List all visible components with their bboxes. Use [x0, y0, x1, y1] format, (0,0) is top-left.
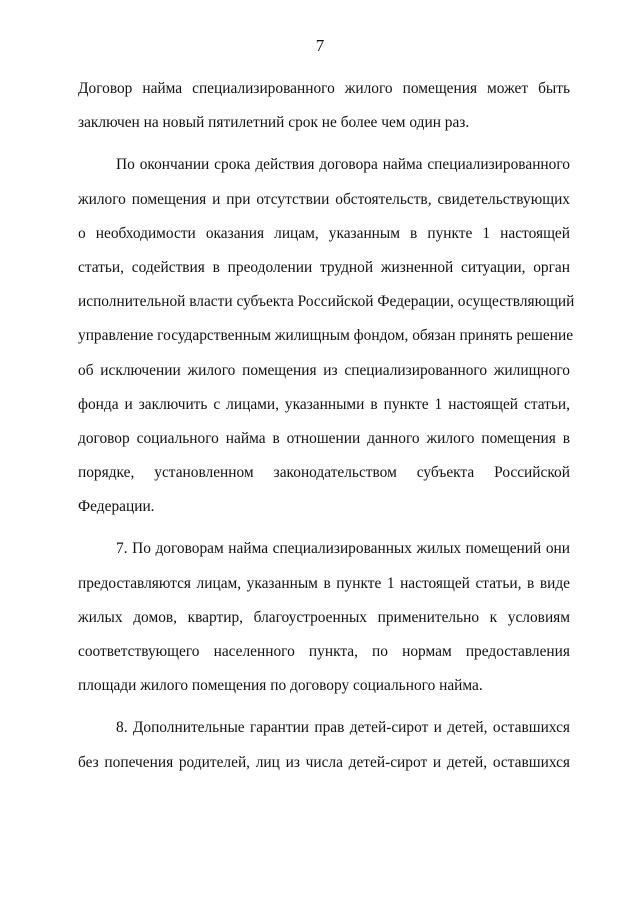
text-line: управление государственным жилищным фондом, обязан принять решение: [78, 327, 574, 345]
text-line: предоставляются лицам, указанным в пункте 1 настоящей статьи, в виде: [78, 574, 570, 592]
text-line: жилых домов, квартир, благоустроенных применительно к условиям: [78, 608, 570, 626]
text-line: договор социального найма в отношении данного жилого помещения в: [78, 429, 570, 447]
text-line: о необходимости оказания лицам, указанным в пункте 1 настоящей: [78, 224, 570, 242]
paragraph-contract-end: [78, 148, 575, 524]
text-line: статьи, содействия в преодолении трудной жизненной ситуации, орган: [78, 258, 570, 276]
text-line: порядке, установленном законодательством субъекта Российской: [78, 464, 570, 482]
text-line: об исключении жилого помещения из специализированного жилищного: [78, 361, 570, 379]
text-line: исполнительной власти субъекта Российской Федерации, осуществляющий: [78, 293, 575, 311]
document-body: [78, 72, 575, 780]
text-line: жилого помещения и при отсутствии обстоятельств, свидетельствующих: [78, 190, 570, 208]
text-line: 8. Дополнительные гарантии прав детей-сирот и детей, оставшихся: [116, 719, 570, 737]
text-line: без попечения родителей, лиц из числа детей-сирот и детей, оставшихся: [78, 753, 570, 771]
text-line: Федерации.: [78, 498, 155, 516]
page-number: 7: [315, 36, 325, 55]
paragraph-gap: [78, 140, 570, 148]
paragraph-item-8: [78, 711, 570, 779]
text-line: 7. По договорам найма специализированных жилых помещений они: [116, 540, 570, 558]
paragraph-item-7: [78, 532, 570, 703]
paragraph-gap: [78, 524, 570, 532]
text-line: площади жилого помещения по договору социального найма.: [78, 677, 483, 695]
paragraph-gap: [78, 703, 570, 711]
paragraph-contract-term: [78, 72, 570, 140]
text-line: заключен на новый пятилетний срок не более чем один раз.: [78, 114, 470, 132]
text-line: соответствующего населенного пункта, по нормам предоставления: [78, 643, 570, 660]
text-line: фонда и заключить с лицами, указанными в пункте 1 настоящей статьи,: [78, 395, 570, 413]
text-line: Договор найма специализированного жилого помещения может быть: [78, 80, 570, 97]
text-line: По окончании срока действия договора найма специализированного: [116, 156, 570, 174]
